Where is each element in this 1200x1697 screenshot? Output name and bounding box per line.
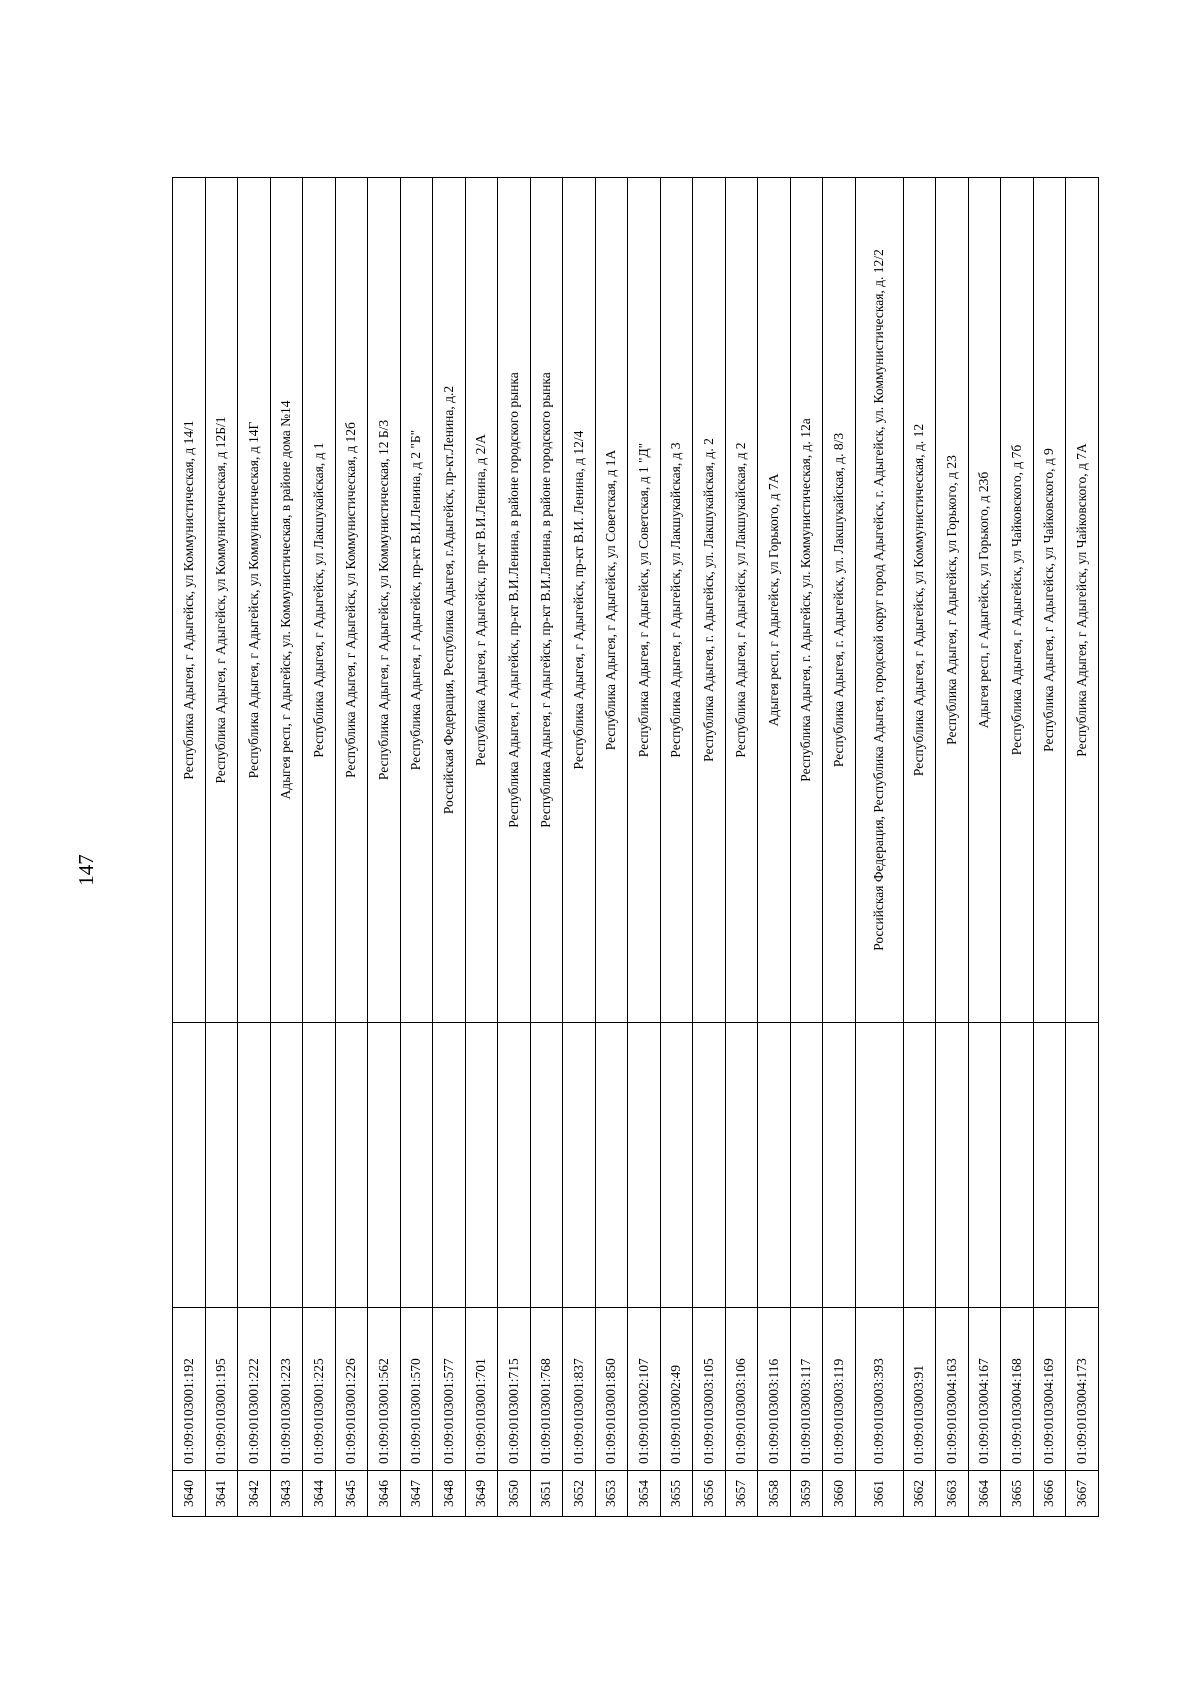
cadastral-number-cell: 01:09:0103001:850 — [595, 1308, 628, 1471]
empty-cell — [270, 1023, 303, 1308]
address-cell: Республика Адыгея, г Адыгейск, ул Горького, д 23 — [936, 178, 969, 1023]
table-row — [936, 178, 969, 1517]
row-number-cell: 3657 — [725, 1471, 758, 1517]
row-number-cell: 3667 — [1066, 1471, 1099, 1517]
address-cell: Республика Адыгея, г Адыгейск, пр-кт В.И.Ленина, в районе городского рынка — [530, 178, 563, 1023]
cadastral-number-cell: 01:09:0103001:225 — [303, 1308, 336, 1471]
empty-cell — [465, 1023, 498, 1308]
cadastral-number-cell: 01:09:0103001:715 — [498, 1308, 531, 1471]
table-row — [1066, 178, 1099, 1517]
row-number-cell: 3654 — [628, 1471, 661, 1517]
row-number-cell: 3658 — [758, 1471, 791, 1517]
table-row — [368, 178, 401, 1517]
row-number-cell: 3659 — [790, 1471, 823, 1517]
row-number-cell: 3649 — [465, 1471, 498, 1517]
cadastral-number-cell: 01:09:0103001:562 — [368, 1308, 401, 1471]
empty-cell — [530, 1023, 563, 1308]
address-cell: Республика Адыгея, г. Адыгейск, ул. Лакшукайская, д. 8/3 — [823, 178, 856, 1023]
empty-cell — [563, 1023, 596, 1308]
table-row — [173, 178, 206, 1517]
table-row — [335, 178, 368, 1517]
cadastral-number-cell: 01:09:0103001:226 — [335, 1308, 368, 1471]
empty-cell — [205, 1023, 238, 1308]
empty-cell — [1001, 1023, 1034, 1308]
empty-cell — [855, 1023, 903, 1308]
table-row — [595, 178, 628, 1517]
address-cell: Республика Адыгея, г Адыгейск, ул Коммунистическая, д. 12 — [903, 178, 936, 1023]
address-cell: Республика Адыгея, г Адыгейск, ул Коммунистическая, д 14Г — [238, 178, 271, 1023]
row-number-cell: 3655 — [660, 1471, 693, 1517]
row-number-cell: 3643 — [270, 1471, 303, 1517]
empty-cell — [936, 1023, 969, 1308]
row-number-cell: 3651 — [530, 1471, 563, 1517]
address-cell: Республика Адыгея, г. Адыгейск, ул. Лакшукайская, д. 2 — [693, 178, 726, 1023]
address-cell: Республика Адыгея, г Адыгейск, ул Лакшукайская, д 2 — [725, 178, 758, 1023]
cadastral-number-cell: 01:09:0103003:116 — [758, 1308, 791, 1471]
row-number-cell: 3660 — [823, 1471, 856, 1517]
row-number-cell: 3650 — [498, 1471, 531, 1517]
cadastral-number-cell: 01:09:0103002:49 — [660, 1308, 693, 1471]
cadastral-number-cell: 01:09:0103001:192 — [173, 1308, 206, 1471]
cadastral-number-cell: 01:09:0103004:173 — [1066, 1308, 1099, 1471]
registry-table-container — [172, 178, 1099, 1517]
empty-cell — [903, 1023, 936, 1308]
table-row — [968, 178, 1001, 1517]
cadastral-number-cell: 01:09:0103001:577 — [433, 1308, 466, 1471]
row-number-cell: 3641 — [205, 1471, 238, 1517]
table-row — [303, 178, 336, 1517]
address-cell: Республика Адыгея, г Адыгейск, ул Коммунистическая, д 14/1 — [173, 178, 206, 1023]
table-row — [1001, 178, 1034, 1517]
address-cell: Республика Адыгея, г Адыгейск, ул Лакшукайская, д 3 — [660, 178, 693, 1023]
address-cell: Российская Федерация, Республика Адыгея, городской округ город Адыгейск, г. Адыгейск, ул. Коммунистическая, д. 12/2 — [855, 178, 903, 1023]
address-cell: Республика Адыгея, г Адыгейск, пр-кт В.И.Ленина, в районе городского рынка — [498, 178, 531, 1023]
row-number-cell: 3662 — [903, 1471, 936, 1517]
address-cell: Республика Адыгея, г Адыгейск, ул Коммунистическая, д 12б — [335, 178, 368, 1023]
empty-cell — [693, 1023, 726, 1308]
empty-cell — [968, 1023, 1001, 1308]
empty-cell — [823, 1023, 856, 1308]
address-cell: Республика Адыгея, г Адыгейск, ул Коммунистическая, 12 Б/3 — [368, 178, 401, 1023]
empty-cell — [725, 1023, 758, 1308]
table-row — [790, 178, 823, 1517]
row-number-cell: 3663 — [936, 1471, 969, 1517]
address-cell: Республика Адыгея, г. Адыгейск, ул. Коммунистическая, д. 12а — [790, 178, 823, 1023]
address-cell: Адыгея респ, г Адыгейск, ул Горького, д 7А — [758, 178, 791, 1023]
row-number-cell: 3661 — [855, 1471, 903, 1517]
empty-cell — [628, 1023, 661, 1308]
empty-cell — [433, 1023, 466, 1308]
row-number-cell: 3666 — [1033, 1471, 1066, 1517]
cadastral-number-cell: 01:09:0103003:119 — [823, 1308, 856, 1471]
address-cell: Республика Адыгея, г Адыгейск, ул Чайковского, д 9 — [1033, 178, 1066, 1023]
address-cell: Республика Адыгея, г Адыгейск, пр-кт В.И.Ленина, д 2 "Б" — [400, 178, 433, 1023]
table-row — [563, 178, 596, 1517]
cadastral-number-cell: 01:09:0103001:701 — [465, 1308, 498, 1471]
table-row — [758, 178, 791, 1517]
row-number-cell: 3656 — [693, 1471, 726, 1517]
address-cell: Республика Адыгея, г Адыгейск, ул Коммунистическая, д 12Б/1 — [205, 178, 238, 1023]
table-row — [725, 178, 758, 1517]
row-number-cell: 3653 — [595, 1471, 628, 1517]
empty-cell — [173, 1023, 206, 1308]
address-cell: Адыгея респ, г Адыгейск, ул. Коммунистическая, в районе дома №14 — [270, 178, 303, 1023]
cadastral-number-cell: 01:09:0103003:393 — [855, 1308, 903, 1471]
row-number-cell: 3646 — [368, 1471, 401, 1517]
address-cell: Республика Адыгея, г Адыгейск, ул Чайковского, д 7б — [1001, 178, 1034, 1023]
cadastral-number-cell: 01:09:0103003:91 — [903, 1308, 936, 1471]
row-number-cell: 3642 — [238, 1471, 271, 1517]
table-row — [628, 178, 661, 1517]
cadastral-number-cell: 01:09:0103001:195 — [205, 1308, 238, 1471]
table-row — [1033, 178, 1066, 1517]
empty-cell — [1066, 1023, 1099, 1308]
cadastral-number-cell: 01:09:0103001:223 — [270, 1308, 303, 1471]
empty-cell — [400, 1023, 433, 1308]
table-row — [530, 178, 563, 1517]
empty-cell — [595, 1023, 628, 1308]
cadastral-number-cell: 01:09:0103004:167 — [968, 1308, 1001, 1471]
registry-table — [172, 177, 1099, 1517]
empty-cell — [790, 1023, 823, 1308]
row-number-cell: 3652 — [563, 1471, 596, 1517]
row-number-cell: 3640 — [173, 1471, 206, 1517]
table-row — [660, 178, 693, 1517]
table-row — [238, 178, 271, 1517]
row-number-cell: 3664 — [968, 1471, 1001, 1517]
row-number-cell: 3644 — [303, 1471, 336, 1517]
registry-table-body — [173, 178, 1099, 1517]
cadastral-number-cell: 01:09:0103004:169 — [1033, 1308, 1066, 1471]
empty-cell — [368, 1023, 401, 1308]
table-row — [270, 178, 303, 1517]
table-row — [823, 178, 856, 1517]
table-row — [205, 178, 238, 1517]
page-number: 147 — [74, 854, 98, 886]
cadastral-number-cell: 01:09:0103001:222 — [238, 1308, 271, 1471]
table-row — [433, 178, 466, 1517]
cadastral-number-cell: 01:09:0103003:117 — [790, 1308, 823, 1471]
empty-cell — [1033, 1023, 1066, 1308]
address-cell: Республика Адыгея, г Адыгейск, пр-кт В.И.Ленина, д 2/А — [465, 178, 498, 1023]
empty-cell — [238, 1023, 271, 1308]
cadastral-number-cell: 01:09:0103001:570 — [400, 1308, 433, 1471]
table-row — [498, 178, 531, 1517]
address-cell: Адыгея респ, г Адыгейск, ул Горького, д 23б — [968, 178, 1001, 1023]
cadastral-number-cell: 01:09:0103003:106 — [725, 1308, 758, 1471]
address-cell: Российская Федерация, Республика Адыгея, г.Адыгейск, пр-кт.Ленина, д.2 — [433, 178, 466, 1023]
table-row — [855, 178, 903, 1517]
cadastral-number-cell: 01:09:0103001:768 — [530, 1308, 563, 1471]
cadastral-number-cell: 01:09:0103004:163 — [936, 1308, 969, 1471]
empty-cell — [303, 1023, 336, 1308]
row-number-cell: 3648 — [433, 1471, 466, 1517]
address-cell: Республика Адыгея, г Адыгейск, ул Советская, д 1А — [595, 178, 628, 1023]
row-number-cell: 3645 — [335, 1471, 368, 1517]
cadastral-number-cell: 01:09:0103004:168 — [1001, 1308, 1034, 1471]
cadastral-number-cell: 01:09:0103003:105 — [693, 1308, 726, 1471]
empty-cell — [335, 1023, 368, 1308]
cadastral-number-cell: 01:09:0103002:107 — [628, 1308, 661, 1471]
empty-cell — [498, 1023, 531, 1308]
address-cell: Республика Адыгея, г Адыгейск, ул Лакшукайская, д 1 — [303, 178, 336, 1023]
empty-cell — [660, 1023, 693, 1308]
table-row — [693, 178, 726, 1517]
table-row — [400, 178, 433, 1517]
cadastral-number-cell: 01:09:0103001:837 — [563, 1308, 596, 1471]
table-row — [903, 178, 936, 1517]
empty-cell — [758, 1023, 791, 1308]
table-row — [465, 178, 498, 1517]
row-number-cell: 3647 — [400, 1471, 433, 1517]
address-cell: Республика Адыгея, г Адыгейск, пр-кт В.И. Ленина, д 12/4 — [563, 178, 596, 1023]
address-cell: Республика Адыгея, г Адыгейск, ул Советская, д 1 "Д" — [628, 178, 661, 1023]
row-number-cell: 3665 — [1001, 1471, 1034, 1517]
address-cell: Республика Адыгея, г Адыгейск, ул Чайковского, д 7А — [1066, 178, 1099, 1023]
